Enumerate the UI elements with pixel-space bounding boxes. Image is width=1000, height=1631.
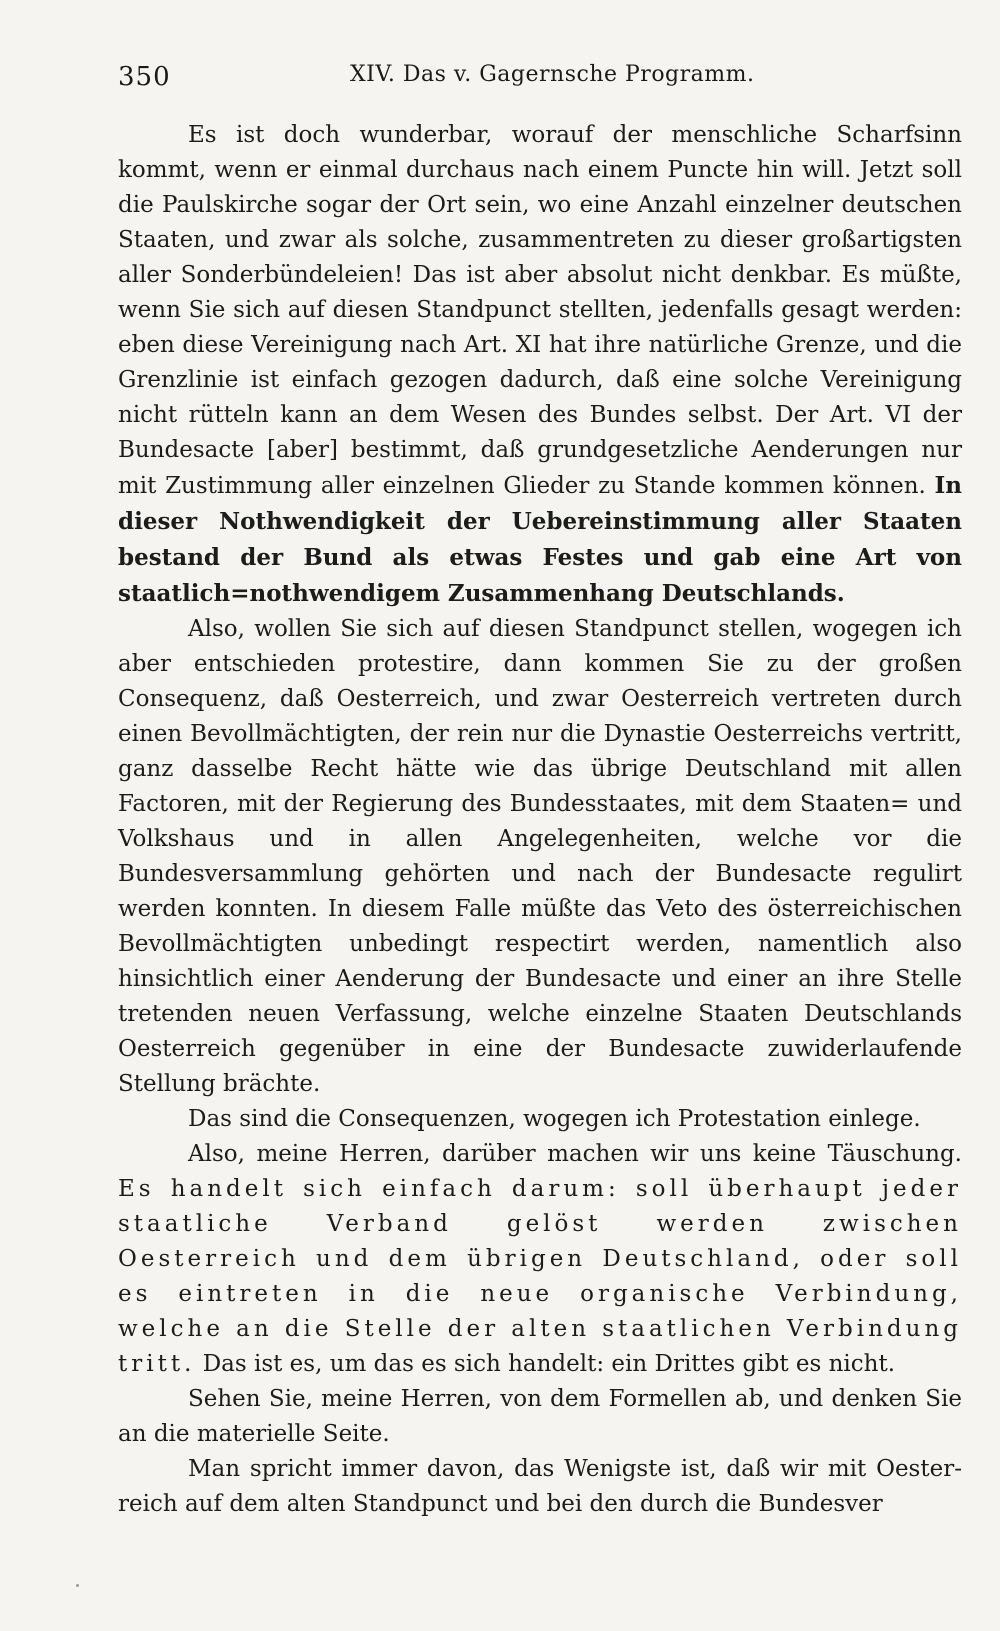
paragraph-1-text: Es ist doch wunderbar, worauf der menschliche Scharfsinn kommt, wenn er einmal durchaus nach einem Puncte hin will. Jetzt soll die Paulskirche sogar der Ort sein, wo eine Anzahl einzelner deutschen Staaten, und zwar als solche, zusammentreten zu dieser großartigsten aller Sonderbündeleien! Das ist aber absolut nicht denkbar. Es müßte, wenn Sie sich auf diesen Standpunct stellten, jedenfalls gesagt werden: eben diese Vereinigung nach Art. XI hat ihre natürliche Grenze, und die Grenzlinie ist einfach gezogen dadurch, daß eine solche Vereinigung nicht rütteln kann an dem Wesen des Bundes selbst. Der Art. VI der Bundesacte [aber] bestimmt, daß grundgesetzliche Aenderungen nur mit Zustimmung aller einzelnen Glieder zu Stande kommen können. (118, 122, 962, 499)
paragraph-3 (118, 1102, 962, 1137)
paragraph-1-bold-tail: In dieser Nothwendigkeit der Uebereinstimmung aller Staaten bestand der Bund als etwas Festes und gab eine Art von staatlich=nothwendigem Zusammenhang Deutschlands. (118, 472, 962, 607)
paragraph-4 (118, 1137, 962, 1382)
paragraph-6-text: Man spricht immer davon, das Wenigste ist, daß wir mit Oesterreich auf dem alten Standpunct und bei den durch die Bundesver (118, 1456, 962, 1517)
page-number: 350 (118, 62, 171, 92)
paragraph-5 (118, 1382, 962, 1452)
paragraph-4-text: Also, meine Herren, darüber machen wir uns keine Täuschung. (188, 1141, 962, 1167)
paragraph-1 (118, 118, 962, 612)
paragraph-4-tail: Das ist es, um das es sich handelt: ein Drittes gibt es nicht. (202, 1351, 896, 1377)
paragraph-2 (118, 612, 962, 1102)
paragraph-5-text: Sehen Sie, meine Herren, von dem Formellen ab, und denken Sie an die materielle Seite. (118, 1386, 962, 1447)
paragraph-3-text: Das sind die Consequenzen, wogegen ich Protestation einlege. (188, 1106, 921, 1132)
paragraph-4-spaced-text: Es handelt sich einfach darum: soll überhaupt jeder staatliche Verband gelöst werden zwischen Oesterreich und dem übrigen Deutschland, oder soll es eintreten in die neue organische Verbindung, welche an die Stelle der alten staatlichen Verbindung tritt. (118, 1176, 962, 1377)
body-text (118, 118, 962, 1522)
paragraph-6 (118, 1452, 962, 1522)
running-head: XIV. Das v. Gagernsche Programm. (350, 62, 755, 87)
paper-speck (76, 1584, 79, 1587)
paragraph-2-text: Also, wollen Sie sich auf diesen Standpunct stellen, wogegen ich aber entschieden protestire, dann kommen Sie zu der großen Consequenz, daß Oesterreich, und zwar Oesterreich vertreten durch einen Bevollmächtigten, der rein nur die Dynastie Oesterreichs vertritt, ganz dasselbe Recht hätte wie das übrige Deutschland mit allen Factoren, mit der Regierung des Bundesstaates, mit dem Staaten= und Volkshaus und in allen Angelegenheiten, welche vor die Bundesversammlung gehörten und nach der Bundesacte regulirt werden konnten. In diesem Falle müßte das Veto des österreichischen Bevollmächtigten unbedingt respectirt werden, namentlich also hinsichtlich einer Aenderung der Bundesacte und einer an ihre Stelle tretenden neuen Verfassung, welche einzelne Staaten Deutschlands Oesterreich gegenüber in eine der Bundesacte zuwiderlaufende Stellung brächte. (118, 616, 962, 1097)
page-header (118, 58, 962, 98)
